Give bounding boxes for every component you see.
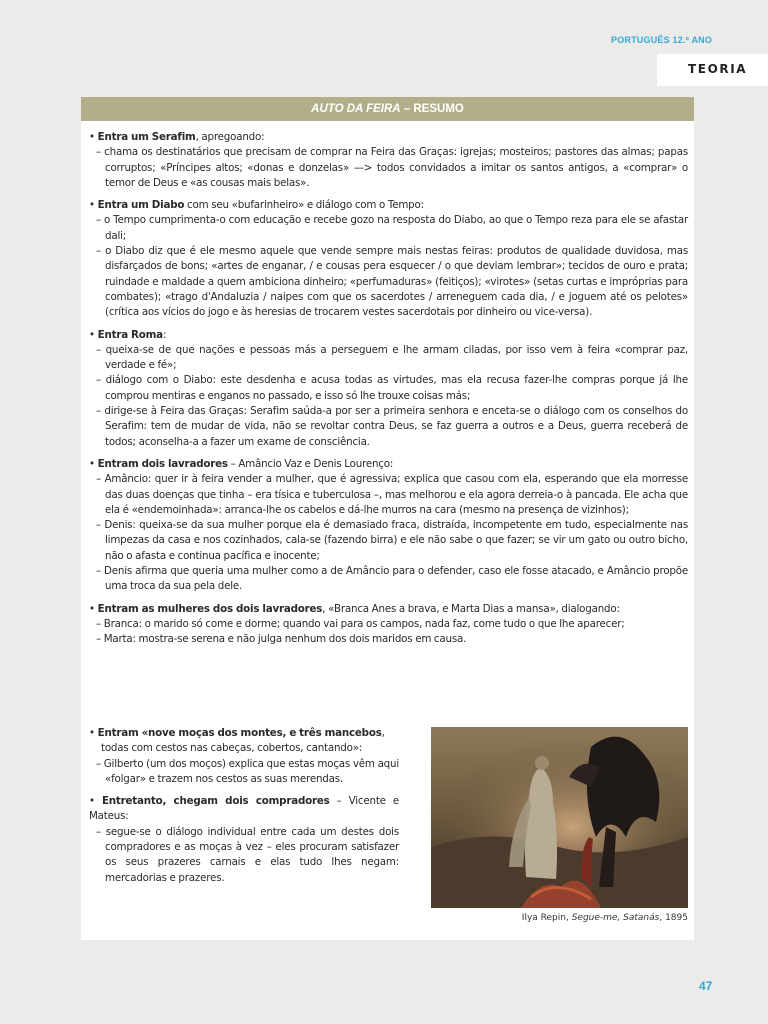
section-heading: [87, 130, 688, 145]
sub-item: – Marta: mostra-se serena e não julga nenhum dos dois maridos em causa.: [96, 633, 467, 646]
section-intro: ,: [381, 727, 385, 739]
section-intro: , apregoando:: [195, 131, 265, 143]
caption-author: Ilya Repin,: [521, 913, 572, 923]
section-intro: – Vicente e Mateus:: [89, 795, 399, 823]
header-label: PORTUGUÊS 12.º ANO: [611, 35, 713, 45]
page-number: 47: [699, 979, 713, 993]
section-title: Entretanto, chegam dois compradores: [101, 795, 330, 808]
section-heading: [87, 328, 688, 343]
title-suffix: – RESUMO: [400, 103, 464, 115]
section-title: Entram dois lavradores: [97, 457, 228, 470]
summary-section: [87, 130, 688, 191]
summary-panel: [81, 97, 694, 940]
section-title: Entram «nove moças dos montes, e três mancebos: [97, 727, 382, 739]
bullet: •: [89, 199, 98, 212]
bullet: •: [89, 795, 102, 808]
section-heading: [87, 794, 399, 825]
section-intro-continued: todas com cestos nas cabeças, cobertos, cantando»:: [101, 742, 363, 755]
painting-caption: [431, 913, 688, 923]
section-heading: [87, 602, 688, 617]
summary-section: [87, 328, 688, 450]
summary-upper: [87, 130, 688, 655]
summary-section: [87, 726, 399, 787]
bullet: •: [89, 457, 98, 470]
section-intro: , «Branca Anes a brava, e Marta Dias a mansa», dialogando:: [322, 602, 620, 615]
section-title: Entra um Serafim: [97, 131, 196, 143]
section-heading: [87, 726, 399, 741]
section-heading: [87, 457, 688, 472]
sub-item: – chama os destinatários que precisam de comprar na Feira das Graças: igrejas; mosteiros; pastores das almas; papas corruptos; «Príncipes altos; «donas e donzelas» —> todos convidados a imitar os santos antigos, a «comprar» o temor de Deus e «as cousas mais belas».: [96, 146, 688, 189]
sub-item: – Gilberto (um dos moços) explica que estas moças vêm aqui «folgar» e trazem nos cestos as suas merendas.: [96, 757, 399, 785]
sub-item: – segue-se o diálogo individual entre cada um destes dois compradores e as moças à vez – eles procuram satisfazer os seus prazeres carnais e elas tudo lhes negam: mercadorias e prazeres.: [96, 825, 399, 884]
section-title: Entram as mulheres dos dois lavradores: [97, 602, 323, 615]
sub-item: – diálogo com o Diabo: este desdenha e acusa todas as virtudes, mas ela recusa fazer-lhe compras porque já lhe comprou mentiras e enganos no passado, e isso só lhe trouxe coisas más;: [96, 374, 688, 402]
painting-illustration: [431, 727, 688, 908]
section-intro: – Amâncio Vaz e Denis Lourenço:: [227, 457, 394, 470]
caption-work: Segue-me, Satanás: [571, 913, 660, 923]
caption-year: , 1895: [659, 913, 688, 923]
sub-item: – Amâncio: quer ir à feira vender a mulher, que é agressiva; explica que casou com ela, esperando que ela morresse das duas doenças que tinha – era tísica e tuberculosa –, mas melhorou e ela agora derreia-o à pancada. Ele acha que ela é «endemoinhada»: arranca-lhe os cabelos e dá-lhe murros na cara (mesmo na presença de vizinhos);: [96, 473, 688, 516]
bullet: •: [89, 328, 98, 341]
section-intro: com seu «bufarinheiro» e diálogo com o Tempo:: [184, 199, 424, 212]
sub-item: – dirige-se à Feira das Graças: Serafim saúda-a por ser a primeira senhora e enceta-se o diálogo com os conselhos do Serafim: tem de mudar de vida, não se revoltar contra Deus, se faz guerra a outros e a Deus, guerra receberá de todos; aconselha-a a fazer um exame de consciência.: [96, 405, 688, 448]
bullet: •: [89, 727, 98, 739]
sub-item: – Denis: queixa-se da sua mulher porque ela é demasiado fraca, distraída, incompetente em tudo, especialmente nas limpezas da casa e nos cozinhados, cala-se (fazendo birra) e ele não sabe o que fazer; se vir um gato ou outro bicho, não o afasta e continua pacífica e inocente;: [96, 519, 688, 562]
section-heading: [87, 198, 688, 213]
sub-item: – Branca: o marido só come e dorme; quando vai para os campos, nada faz, come tudo o que lhe aparecer;: [96, 617, 625, 630]
summary-section: [87, 794, 399, 886]
bullet: •: [89, 602, 98, 615]
summary-section: [87, 457, 688, 595]
sub-item: – Denis afirma que queria uma mulher como a de Amâncio para o defender, caso ele fosse atacado, e Amâncio propõe uma troca da sua pela dele.: [96, 565, 688, 593]
title-work: AUTO DA FEIRA: [311, 103, 401, 115]
section-label: TEORIA: [688, 62, 748, 76]
sub-item: – o Tempo cumprimenta-o com educação e recebe gozo na resposta do Diabo, ao que o Tempo reza para ele se afastar dali;: [96, 214, 688, 242]
sub-item: – o Diabo diz que é ele mesmo aquele que vende sempre mais nestas feiras: produtos de qualidade duvidosa, mas disfarçados de bons; «artes de enganar, / e cousas pera esquecer / o que deviam lembrar»; tecidos de ouro e prata; ruindade e maldade a quem ambiciona dinheiro; «perfumaduras» (feitiços); «virotes» (setas curtas e impróprias para combates); «trago d'Andaluzia / naipes com que os sacerdotes / arreneguem cada dia, / e joguem até os pelotes» (crítica aos vícios do jogo e às heresias de trocarem vestes sacerdotais por dinheiro ou vice-versa).: [96, 245, 688, 319]
summary-lower: [87, 726, 399, 893]
painting-image: [431, 727, 688, 908]
panel-title: [81, 97, 694, 121]
sub-item: – queixa-se de que nações e pessoas más a perseguem e lhe armam ciladas, por isso vem à feira «comprar paz, verdade e fé»;: [96, 343, 688, 372]
bullet: •: [89, 131, 98, 143]
summary-section: [87, 602, 688, 648]
section-title: Entra Roma: [97, 328, 163, 341]
section-title: Entra um Diabo: [97, 199, 185, 212]
summary-section: [87, 198, 688, 320]
section-intro: :: [162, 328, 167, 341]
